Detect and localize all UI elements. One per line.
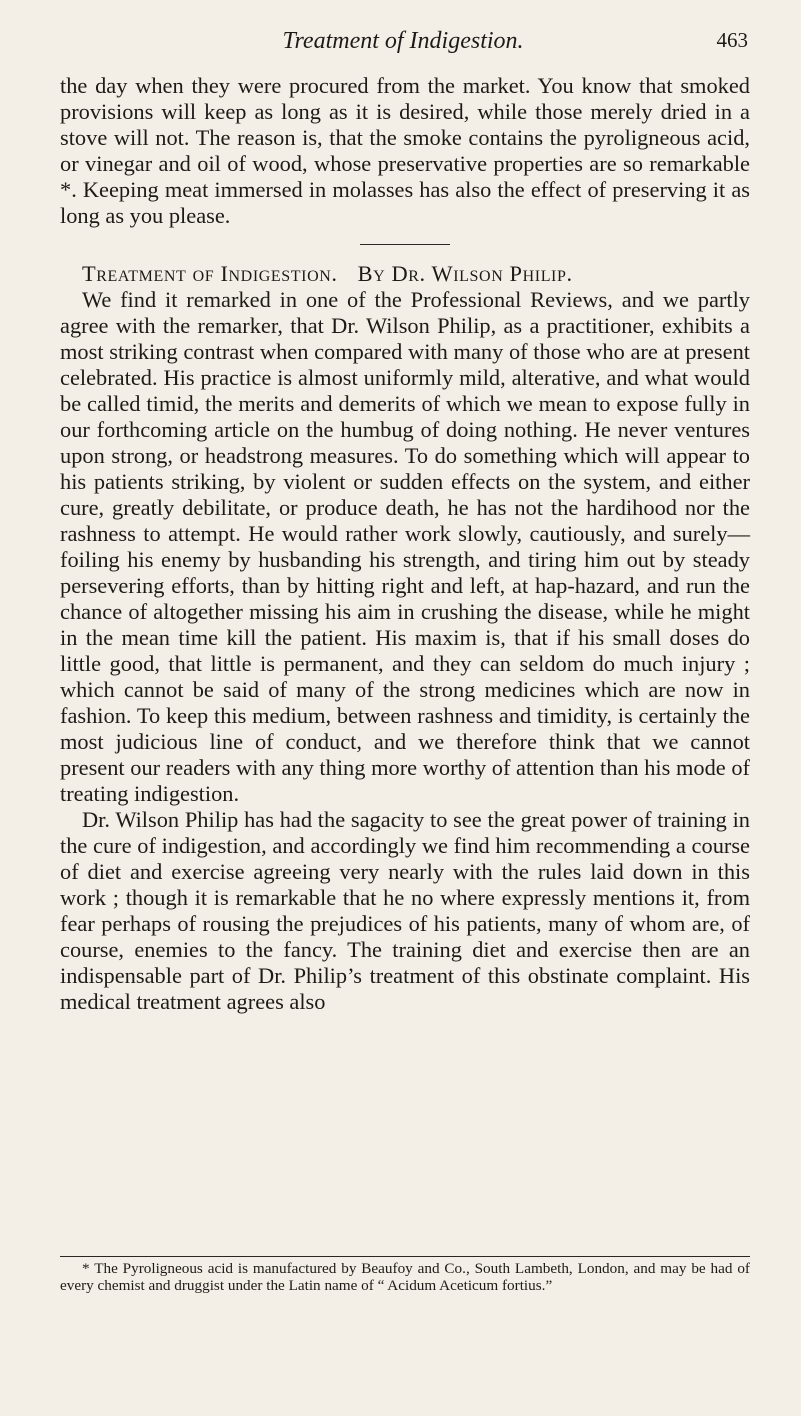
footnote — [60, 1260, 750, 1294]
paragraph-review: We find it remarked in one of the Professional Reviews, and we partly agree with the remarker, that Dr. Wilson Philip, as a practitioner, exhibits a most striking contrast when compared with many of those who are at present celebrated. His practice is almost uniformly mild, alterative, and what would be called timid, the merits and demerits of which we mean to expose fully in our forthcoming article on the humbug of doing nothing. He never ventures upon strong, or headstrong measures. To do something which will appear to his patients striking, by violent or sudden effects on the system, and either cure, greatly debilitate, or produce death, he has not the hardihood nor the rashness to attempt. He would rather work slowly, cautiously, and surely—foiling his enemy by husbanding his strength, and tiring him out by steady persevering efforts, than by hitting right and left, at hap-hazard, and run the chance of altogether missing his aim in crushing the disease, while he might in the mean time kill the patient. His maxim is, that if his small doses do little good, that little is permanent, and they can seldom do much injury ; which cannot be said of many of the strong medicines which are now in fashion. To keep this medium, between rashness and timidity, is certainly the most judicious line of conduct, and we therefore think that we cannot present our readers with any thing more worthy of attention than his mode of treating indigestion. — [60, 287, 750, 806]
section-heading-author: By Dr. Wilson Philip. — [357, 261, 573, 286]
body-text — [60, 73, 750, 1015]
page-number: 463 — [716, 28, 748, 52]
paragraph-continuation: the day when they were procured from the market. You know that smoked provisions will keep as long as it is desired, while those merely dried in a stove will not. The reason is, that the smoke contains the pyroligneous acid, or vinegar and oil of wood, whose preservative properties are so remarkable *. Keeping meat immersed in molasses has also the effect of preserving it as long as you please. — [60, 73, 750, 228]
page-header — [58, 28, 748, 58]
section-heading-title: Treatment of Indigestion. — [82, 261, 338, 286]
paragraph-training: Dr. Wilson Philip has had the sagacity to see the great power of training in the cure of indigestion, and accordingly we find him recommending a course of diet and exercise agreeing very nearly with the rules laid down in this work ; though it is remarkable that he no where expressly mentions it, from fear perhaps of rousing the prejudices of his patients, many of whom are, of course, enemies to the fancy. The training diet and exercise then are an indispensable part of Dr. Philip’s treatment of this obstinate complaint. His medical treatment agrees also — [60, 807, 750, 1014]
running-title: Treatment of Indigestion. — [282, 28, 524, 54]
section-heading — [60, 261, 750, 287]
footnote-divider — [60, 1256, 750, 1257]
footnote-text: * The Pyroligneous acid is manufactured by Beaufoy and Co., South Lambeth, London, and may be had of every chemist and druggist under the Latin name of “ Acidum Aceticum fortius.” — [60, 1260, 750, 1294]
section-divider — [360, 244, 450, 245]
